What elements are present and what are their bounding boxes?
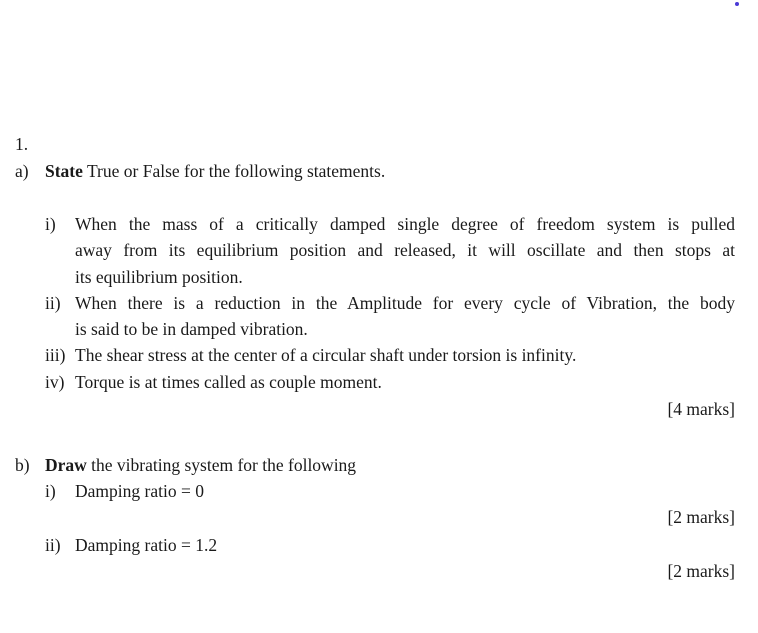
item-a-iii-label: iii)	[45, 345, 66, 365]
item-a-ii-label: ii)	[45, 293, 61, 313]
item-a-i-line-2: away from its equilibrium position and released, it will oscillate and then stops at	[75, 240, 735, 260]
item-b-ii-text: Damping ratio = 1.2	[75, 535, 218, 555]
corner-dot	[735, 2, 739, 6]
item-a-iii-text: The shear stress at the center of a circular shaft under torsion is infinity.	[75, 345, 577, 365]
item-a-iv-label: iv)	[45, 372, 65, 392]
item-a-ii-line-1: When there is a reduction in the Amplitude for every cycle of Vibration, the body	[75, 293, 735, 313]
part-b-rest: the vibrating system for the following	[86, 455, 357, 475]
item-a-i-label: i)	[45, 214, 56, 234]
item-a-i-line-3: its equilibrium position.	[75, 267, 243, 287]
part-b-instruction	[45, 454, 356, 476]
item-b-i-text: Damping ratio = 0	[75, 481, 204, 501]
item-a-i-line-1: When the mass of a critically damped single degree of freedom system is pulled	[75, 214, 735, 234]
item-b-ii-label: ii)	[45, 535, 61, 555]
part-a-marks: [4 marks]	[667, 399, 735, 419]
item-a-iv-text: Torque is at times called as couple moment.	[75, 372, 382, 392]
part-a-label: a)	[15, 161, 29, 181]
part-b-label: b)	[15, 455, 30, 475]
part-a-instruction	[45, 160, 385, 182]
item-b-ii-marks: [2 marks]	[667, 561, 735, 581]
part-b-verb: Draw	[45, 455, 87, 475]
item-a-ii-line-2: is said to be in damped vibration.	[75, 319, 308, 339]
question-number: 1.	[15, 134, 29, 154]
item-b-i-label: i)	[45, 481, 56, 501]
part-a-verb: State	[45, 161, 83, 181]
item-b-i-marks: [2 marks]	[667, 507, 735, 527]
part-a-rest: True or False for the following statements.	[82, 161, 386, 181]
